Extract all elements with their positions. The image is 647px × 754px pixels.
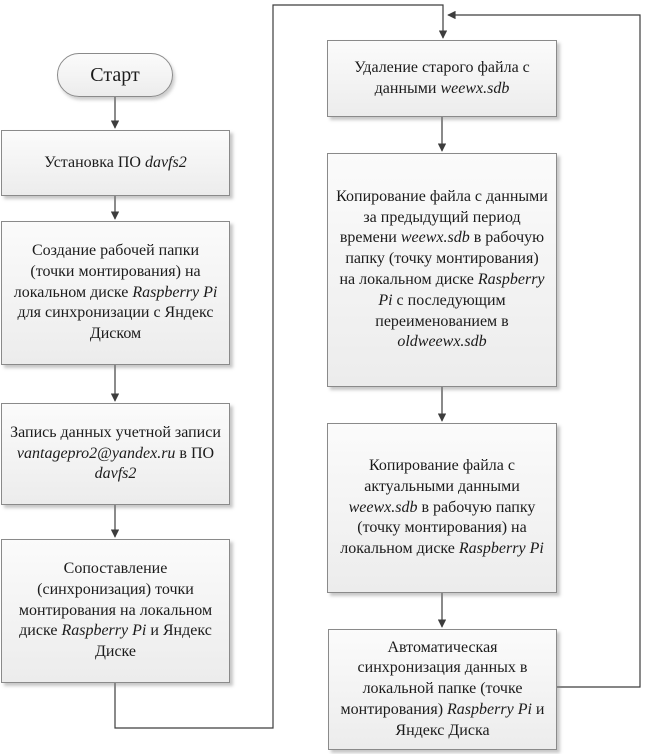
node-label: Установка ПО davfs2 bbox=[44, 153, 187, 171]
node-label: Старт bbox=[90, 64, 140, 86]
node-label: Сопоставление (синхронизация) точки монтирования на локальном диске Raspberry Pi и Яндекс Диске bbox=[18, 560, 213, 661]
start-terminator bbox=[57, 53, 173, 97]
node-label: Удаление старого файла с данными weewx.sdb bbox=[354, 58, 530, 97]
node-label: Копирование файла с актуальными данными weewx.sdb в рабочую папку (точку монтирования) на локальном диске Raspberry Pi bbox=[340, 457, 544, 558]
node-label: Запись данных учетной записи vantagepro2@yandex.ru в ПО davfs2 bbox=[10, 423, 221, 483]
process-copy-current-file bbox=[327, 423, 557, 593]
node-label: Создание рабочей папки (точки монтирования) на локальном диске Raspberry Pi для синхронизации с Яндекс Диском bbox=[13, 242, 218, 343]
process-write-account-credentials bbox=[1, 403, 230, 505]
process-delete-old-file bbox=[327, 40, 557, 117]
process-install-davfs2 bbox=[1, 130, 230, 196]
node-label: Копирование файла с данными за предыдущий период времени weewx.sdb в рабочую папку (точку монтирования) на локальном диске Raspberry Pi с последующим переименованием в oldweewx.sdb bbox=[336, 187, 548, 351]
process-map-mount-point bbox=[1, 539, 230, 683]
node-label: Автоматическая синхронизация данных в локальной папке (точке монтирования) Raspberry Pi и Яндекс Диска bbox=[340, 638, 545, 739]
process-copy-previous-period-file bbox=[327, 153, 557, 387]
process-automatic-sync bbox=[328, 629, 557, 750]
process-create-working-folder bbox=[1, 221, 230, 365]
